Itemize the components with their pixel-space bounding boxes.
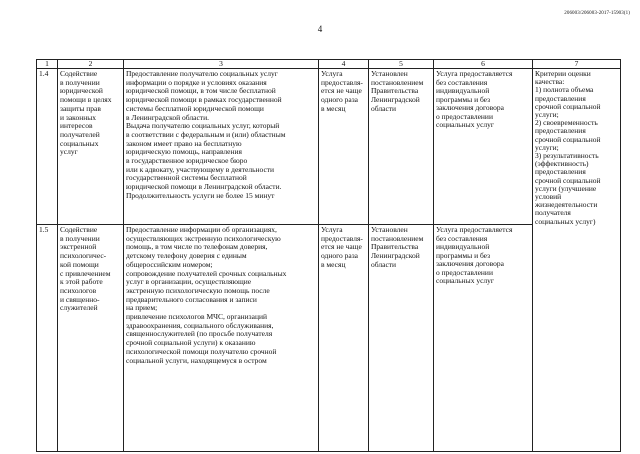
service-name: Содействие в получении экстренной психологичес- кой помощи с привлечением к этой работе психологов и священно- служителей: [60, 225, 111, 313]
column-header: 2: [58, 60, 124, 69]
service-norm: Установлен постановлением Правительства Ленинградской области: [371, 69, 424, 113]
description-cell: [124, 225, 319, 452]
service-frequency: Услуга предоставля- ется не чаще одного раза в месяц: [321, 225, 363, 269]
service-frequency: Услуга предоставля- ется не чаще одного раза в месяц: [321, 69, 363, 113]
criteria-cell: [533, 69, 621, 452]
row-number: 1.4: [39, 69, 49, 78]
row-number: 1.5: [39, 225, 49, 234]
service-description: Предоставление информации об организациях, осуществляющих экстренную психологическую помощь, в том числе по телефонам доверия, детскому телефону доверия с единым общероссийским номером; сопровождение получателей срочных социальных услуг в организации, осуществляющие экстренную психологическую помощь после предварительного согласования и записи на прием; привлечение психологов МЧС, организаций здравоохранения, социального обслуживания, священнослужителей (по просьбе получателя срочной социальной услуги) к оказанию психологической помощи получателю срочной социальной услуги, находящемуся в остром: [126, 225, 287, 365]
table-row: [37, 69, 621, 225]
column-header: 1: [37, 60, 58, 69]
row-number-cell: [37, 69, 58, 225]
service-description: Предоставление получателю социальных услуг информации о порядке и условиях оказания юридической помощи, в том числе бесплатной юридической помощи в рамках государственной системы бесплатной юридической помощи в Ленинградской области. Выдача получателю социальных услуг, который в соответствии с федеральным и (или) областным законом имеет право на бесплатную юридическую помощь, направления в государственное юридическое бюро или к адвокату, участвующему в деятельности государственной системы бесплатной юридической помощи в Ленинградской области. Продолжительность услуги не более 15 минут: [126, 69, 286, 200]
service-name: Содействие в получении юридической помощи в целях защиты прав и законных интересов получателей социальных услуг: [60, 69, 112, 157]
description-cell: [124, 69, 319, 225]
conditions-cell: [434, 69, 533, 225]
column-header: 6: [434, 60, 533, 69]
service-name-cell: [58, 225, 124, 452]
frequency-cell: [319, 69, 369, 225]
service-conditions: Услуга предоставляется без составления индивидуальной программы и без заключения договора о предоставлении социальных услуг: [436, 69, 513, 129]
document-id: 206003/206003-2017-15903(1): [564, 11, 630, 16]
services-table: [36, 59, 621, 452]
norm-cell: [369, 69, 434, 225]
service-name-cell: [58, 69, 124, 225]
service-conditions: Услуга предоставляется без составления индивидуальной программы и без заключения договора о предоставлении социальных услуг: [436, 225, 513, 285]
quality-criteria: Критерии оценки качества: 1) полнота объема предоставления срочной социальной услуги; 2) своевременность предоставления срочной социальной услуги; 3) результативность (эффективность) предоставления срочной социальной услуги (улучшение условий жизнедеятельности получателя социальных услуг): [535, 69, 601, 226]
column-header: 4: [319, 60, 369, 69]
column-header: 7: [533, 60, 621, 69]
norm-cell: [369, 225, 434, 452]
service-norm: Установлен постановлением Правительства Ленинградской области: [371, 225, 424, 269]
row-number-cell: [37, 225, 58, 452]
table-header-row: [37, 60, 621, 69]
conditions-cell: [434, 225, 533, 452]
column-header: 5: [369, 60, 434, 69]
frequency-cell: [319, 225, 369, 452]
column-header: 3: [124, 60, 319, 69]
page-number: 4: [317, 24, 323, 34]
